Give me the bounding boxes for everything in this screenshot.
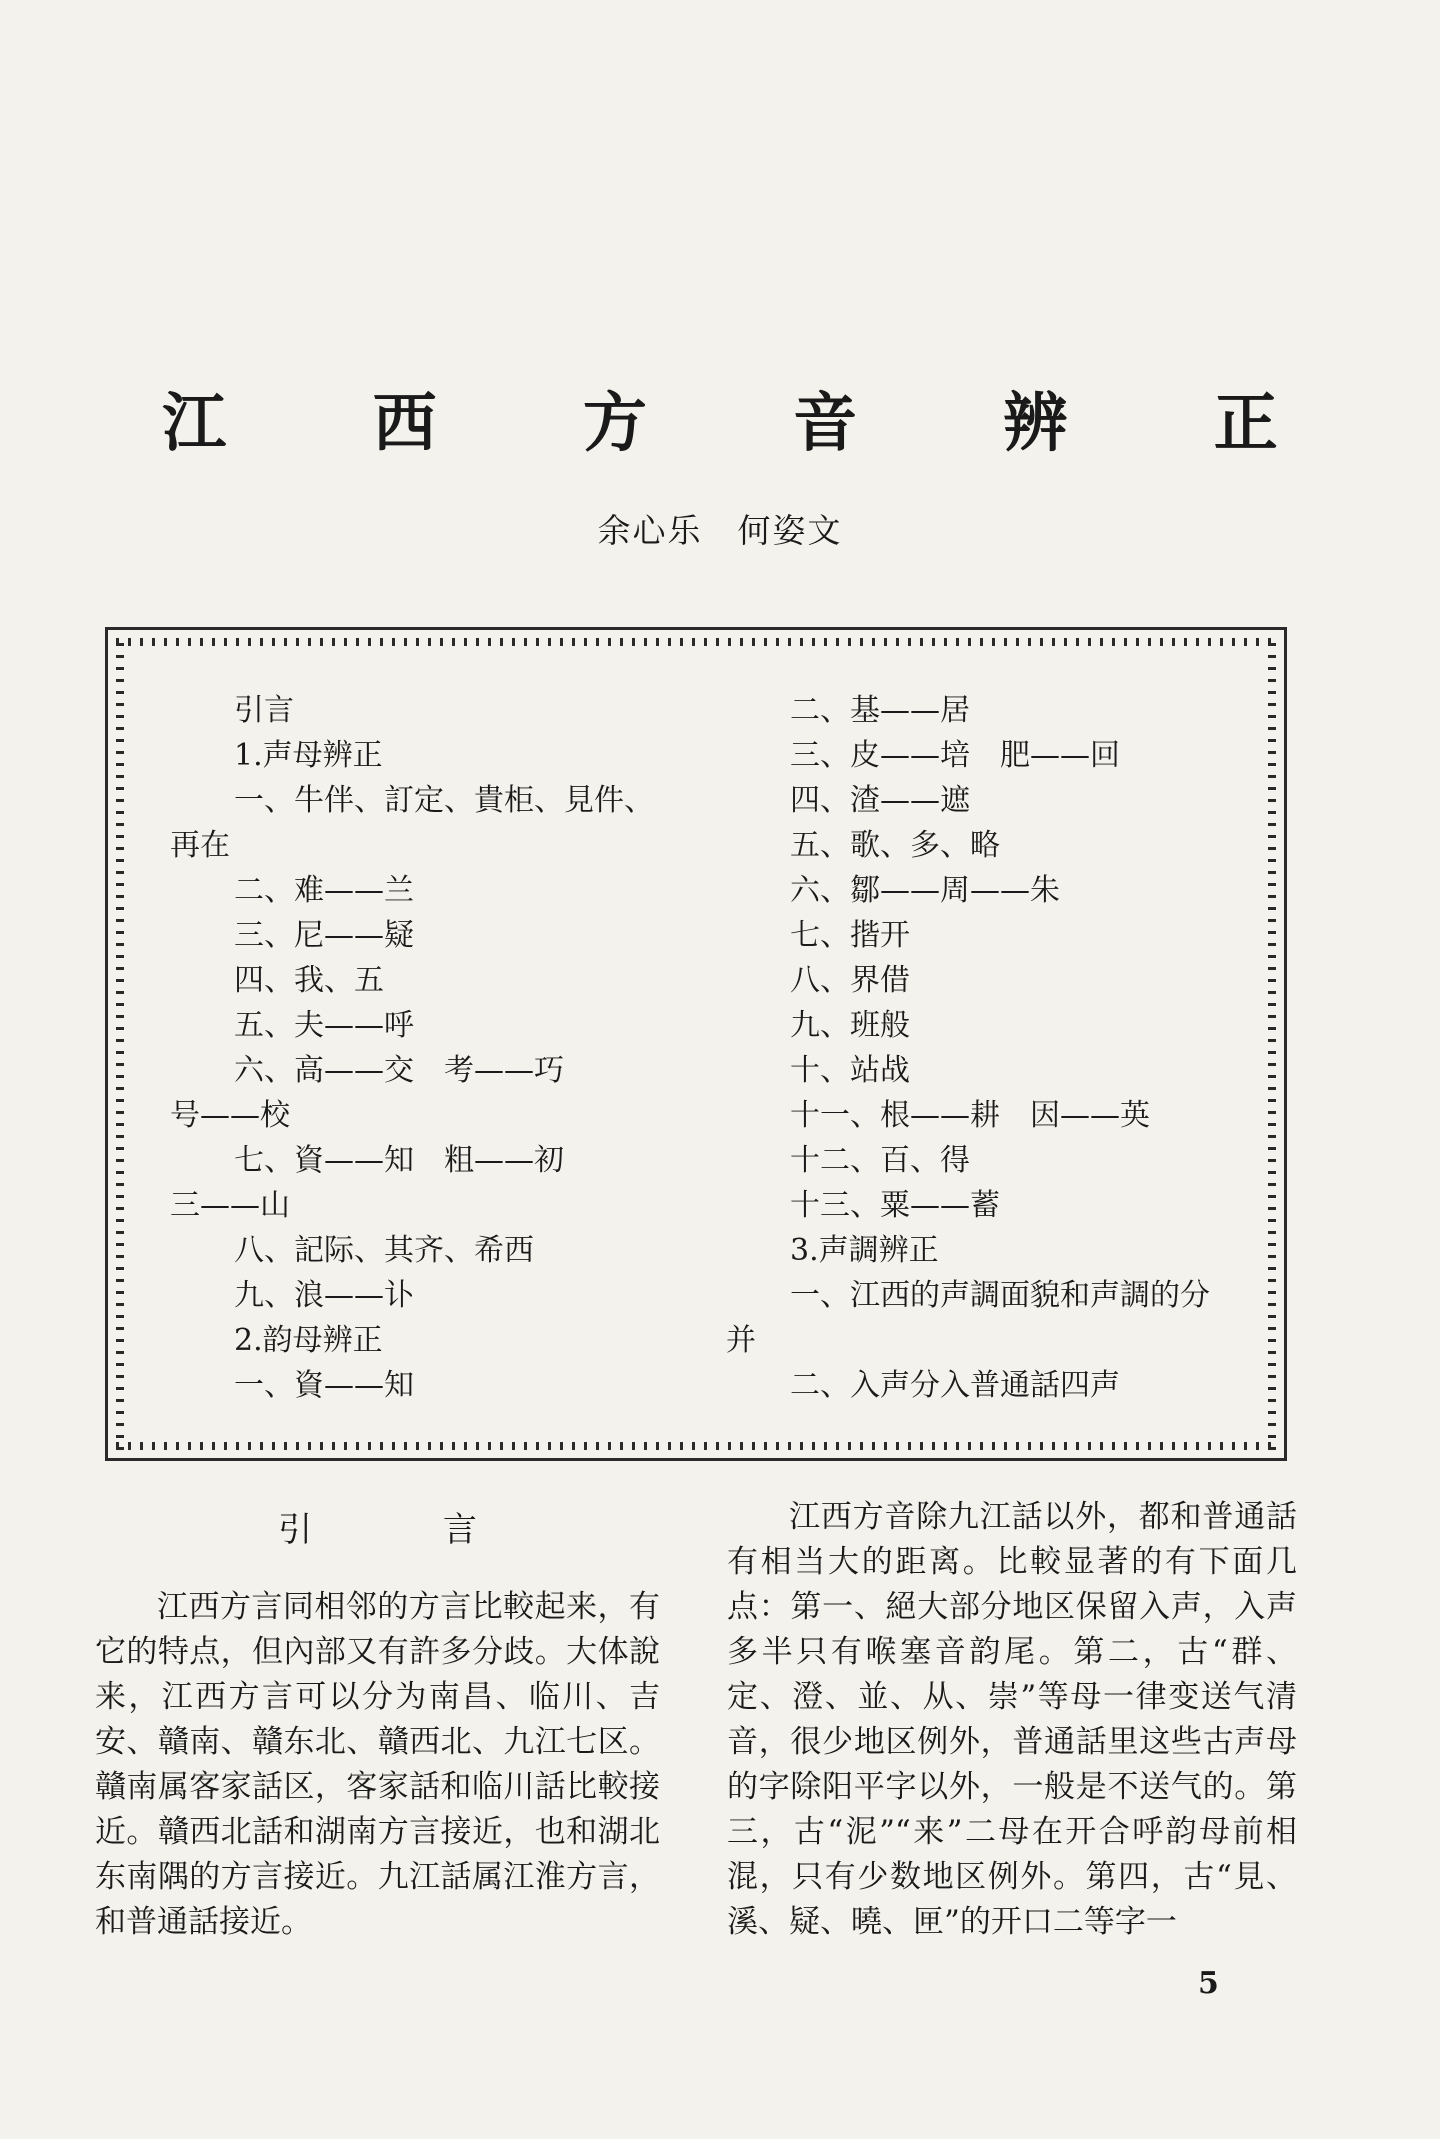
toc-entry: 一、牛伴、訂定、貴柜、見件、 (234, 783, 654, 818)
page-number: 5 (1198, 1966, 1219, 2001)
article-title: 江 西 方 音 辨 正 (162, 387, 1340, 461)
toc-entry: 三、皮——培 肥——回 (790, 738, 1120, 773)
toc-entry: 二、难——兰 (234, 873, 414, 908)
toc-entry: 1.声母辨正 (234, 738, 383, 773)
toc-entry: 六、高——交 考——巧 (234, 1053, 564, 1088)
toc-entry: 2.韵母辨正 (234, 1323, 383, 1358)
toc-entry: 一、江西的声調面貌和声調的分 (790, 1278, 1210, 1313)
toc-entry: 一、資——知 (234, 1368, 414, 1403)
toc-left-column (170, 688, 690, 1408)
toc-entry: 二、入声分入普通話四声 (790, 1368, 1120, 1403)
toc-entry: 再在 (170, 828, 230, 863)
toc-entry: 九、班般 (790, 1008, 910, 1043)
toc-entry: 十二、百、得 (790, 1143, 970, 1178)
article-authors: 余心乐 何姿文 (597, 511, 843, 550)
toc-entry: 五、夫——呼 (234, 1008, 414, 1043)
toc-entry: 四、我、五 (234, 963, 384, 998)
toc-entry: 八、界借 (790, 963, 910, 998)
toc-right-column (726, 688, 1246, 1408)
toc-entry: 十、站战 (790, 1053, 910, 1088)
toc-entry: 九、浪——讣 (234, 1278, 414, 1313)
intro-right-column (727, 1495, 1297, 1945)
table-of-contents (106, 628, 1286, 1460)
toc-entry: 十一、根——耕 因——英 (790, 1098, 1150, 1133)
intro-paragraph-right: 江西方音除九江話以外，都和普通話有相当大的距离。比較显著的有下面几点：第一、絕大部分地区保留入声，入声多半只有喉塞音韵尾。第二，古“群、定、澄、並、从、崇”等母一律变送气清音，很少地区例外，普通話里这些古声母的字除阳平字以外，一般是不送气的。第三，古“泥”“来”二母在开合呼韵母前相混，只有少数地区例外。第四，古“見、溪、疑、曉、匣”的开口二等字一 (727, 1499, 1297, 1940)
toc-entry: 七、資——知 粗——初 (234, 1143, 564, 1178)
section-heading: 引 言 (278, 1510, 537, 1550)
toc-entry: 四、渣——遮 (790, 783, 970, 818)
toc-entry: 六、鄒——周——朱 (790, 873, 1060, 908)
toc-entry: 二、基——居 (790, 693, 970, 728)
toc-entry: 八、記际、其齐、希西 (234, 1233, 534, 1268)
toc-entry: 引言 (234, 693, 294, 728)
toc-entry: 3.声調辨正 (790, 1233, 939, 1268)
toc-entry: 七、揩开 (790, 918, 910, 953)
toc-entry: 三、尼——疑 (234, 918, 414, 953)
toc-entry: 五、歌、多、略 (790, 828, 1000, 863)
toc-entry: 三——山 (170, 1188, 290, 1223)
toc-entry: 十三、粟——蓄 (790, 1188, 1000, 1223)
intro-paragraph-left: 江西方言同相邻的方言比較起来，有它的特点，但內部又有許多分歧。大体說来，江西方言可以分为南昌、临川、吉安、贛南、贛东北、贛西北、九江七区。贛南属客家話区，客家話和临川話比較接近。贛西北話和湖南方言接近，也和湖北东南隅的方言接近。九江話属江淮方言，和普通話接近。 (95, 1589, 660, 1940)
intro-left-column (95, 1505, 660, 1945)
toc-entry: 号——校 (170, 1098, 290, 1133)
toc-entry: 并 (726, 1323, 756, 1358)
